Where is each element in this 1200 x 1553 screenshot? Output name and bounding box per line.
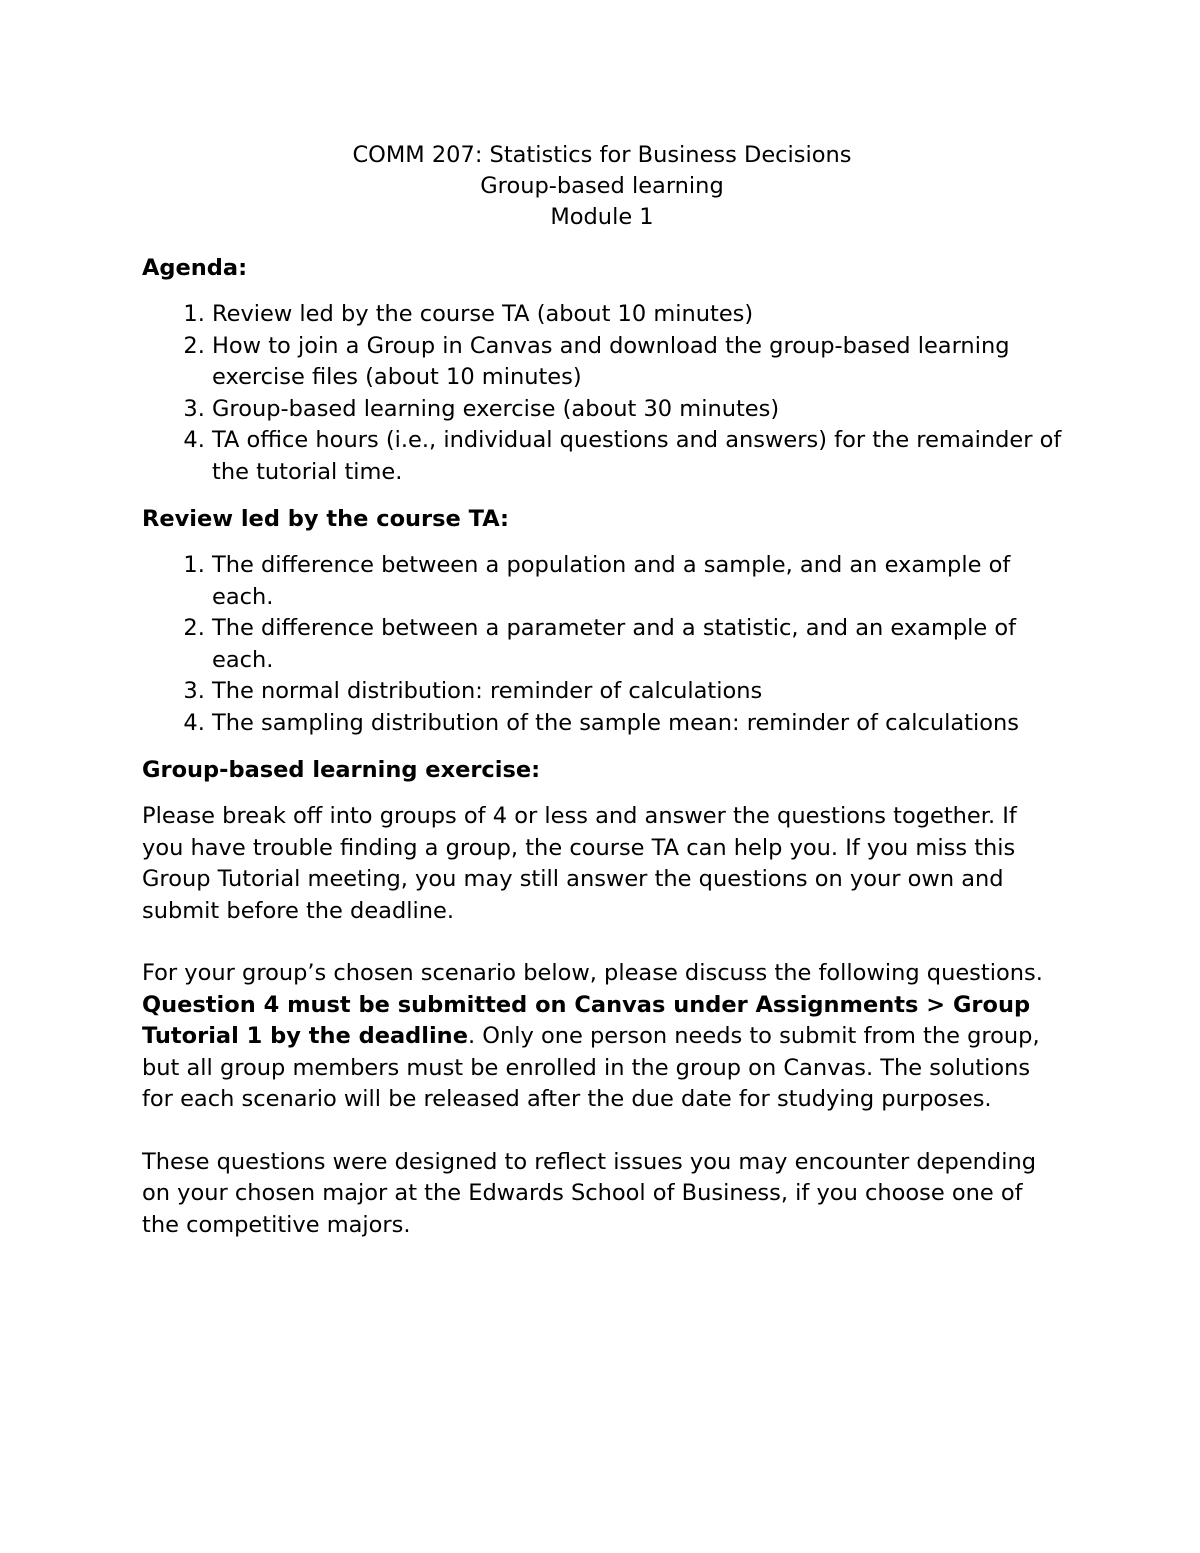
exercise-paragraph-submission: [142, 958, 1062, 1116]
document-page: [142, 140, 1062, 1272]
document-title-block: [142, 140, 1062, 233]
document-subtitle: Group-based learning: [480, 173, 724, 199]
agenda-item: 4. TA office hours (i.e., individual questions and answers) for the remainder of the tutorial time.: [212, 425, 1062, 488]
review-heading: Review led by the course TA:: [142, 506, 510, 532]
review-item: 2. The difference between a parameter and a statistic, and an example of each.: [212, 613, 1062, 676]
agenda-item: 2. How to join a Group in Canvas and download the group-based learning exercise files (about 10 minutes): [212, 331, 1062, 394]
submission-text-start: For your group’s chosen scenario below, please discuss the following questions.: [142, 960, 1043, 986]
exercise-paragraph-majors: These questions were designed to reflect issues you may encounter depending on your chosen major at the Edwards School of Business, if you choose one of the competitive majors.: [142, 1148, 1037, 1238]
agenda-heading: Agenda:: [142, 255, 248, 281]
agenda-item: 3. Group-based learning exercise (about 30 minutes): [212, 394, 1062, 426]
submission-deadline-note: Question 4 must be submitted on Canvas under Assignments > Group Tutorial 1 by the deadline: [142, 991, 1031, 1049]
module-label: Module 1: [550, 204, 654, 230]
review-item: 4. The sampling distribution of the sample mean: reminder of calculations: [212, 708, 1062, 740]
course-title: COMM 207: Statistics for Business Decisions: [352, 142, 852, 168]
review-item: 3. The normal distribution: reminder of calculations: [212, 676, 1062, 708]
review-list: [142, 550, 1062, 739]
exercise-paragraph-groups: Please break off into groups of 4 or less and answer the questions together. If you have trouble finding a group, the course TA can help you. If you miss this Group Tutorial meeting, you may still answer the questions on your own and submit before the deadline.: [142, 803, 1017, 924]
exercise-heading: Group-based learning exercise:: [142, 757, 541, 783]
agenda-item: 1. Review led by the course TA (about 10 minutes): [212, 299, 1062, 331]
agenda-list: [142, 299, 1062, 488]
submission-text-end: . Only one person needs to submit from the group, but all group members must be enrolled in the group on Canvas. The solutions for each scenario will be released after the due date for studying purposes.: [142, 1023, 1040, 1112]
review-item: 1. The difference between a population and a sample, and an example of each.: [212, 550, 1062, 613]
